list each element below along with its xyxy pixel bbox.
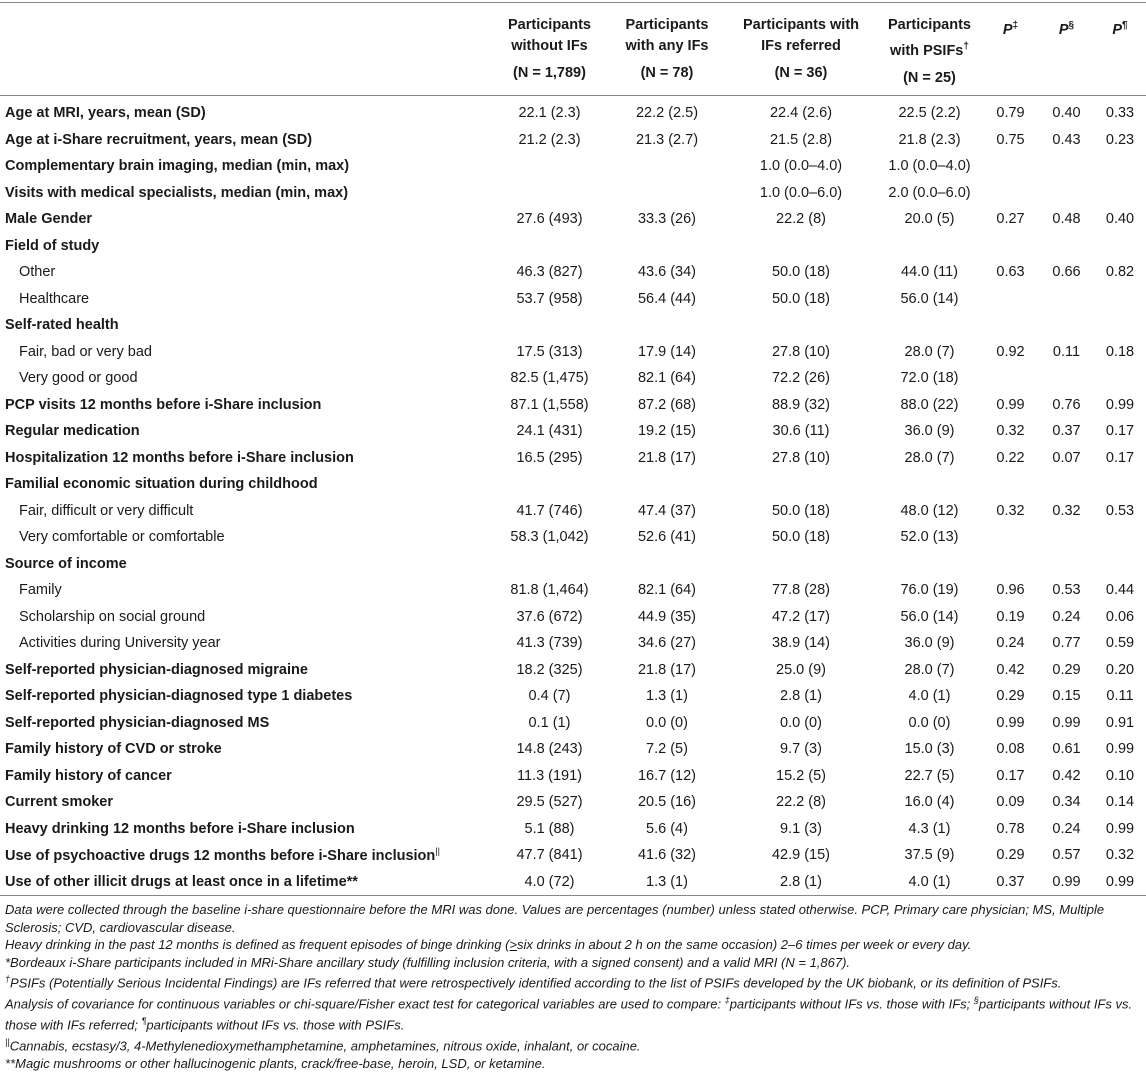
table-row <box>0 497 1146 524</box>
cell-ifs-referred: 50.0 (18) <box>771 529 831 546</box>
cell-any-ifs: 34.6 (27) <box>637 635 697 652</box>
cell-psifs: 88.0 (22) <box>900 396 959 413</box>
cell-psifs: 1.0 (0.0–4.0) <box>888 158 971 175</box>
row-label: Visits with medical specialists, median (min, max) <box>5 184 349 201</box>
row-label: Use of other illicit drugs at least once in a lifetime** <box>0 868 490 895</box>
footnote-asterisk: *Bordeaux i-Share participants included in MRi-Share ancillary study (fulfilling inclusion criteria, with a signed consent) and a valid MRI (N = 1,867). <box>5 954 851 970</box>
cell-without-ifs <box>490 312 609 339</box>
table-row <box>0 95 1146 126</box>
table-row <box>0 391 1146 418</box>
cell-p-value-3: 0.06 <box>1105 608 1135 625</box>
header-p-value-3: P¶ <box>1094 3 1146 96</box>
row-label: Complementary brain imaging, median (min, max) <box>5 158 350 175</box>
cell-any-ifs: 22.2 (2.5) <box>635 105 699 122</box>
cell-ifs-referred <box>725 312 877 339</box>
row-label: Current smoker <box>5 794 113 811</box>
cell-p-value-1 <box>982 550 1039 577</box>
cell-psifs: 72.0 (18) <box>900 370 959 387</box>
row-label: Familial economic situation during childhood <box>5 476 318 493</box>
table-row <box>0 153 1146 180</box>
cell-without-ifs: 16.5 (295) <box>516 449 583 466</box>
row-label: Very good or good <box>19 370 138 387</box>
cell-any-ifs: 43.6 (34) <box>637 264 697 281</box>
cell-ifs-referred: 22.4 (2.6) <box>769 105 833 122</box>
row-label: Age at i-Share recruitment, years, mean (SD) <box>5 131 313 148</box>
row-label: Male Gender <box>5 211 93 228</box>
cell-ifs-referred: 25.0 (9) <box>776 661 826 678</box>
table-row <box>0 550 1146 577</box>
table-row <box>0 524 1146 551</box>
cell-without-ifs: 0.1 (1) <box>528 714 571 731</box>
cell-p-value-2: 0.61 <box>1052 741 1081 758</box>
row-label: Age at MRI, years, mean (SD) <box>5 105 206 122</box>
table-row <box>0 365 1146 392</box>
cell-any-ifs: 17.9 (14) <box>637 343 697 360</box>
cell-p-value-3: 0.11 <box>1106 688 1134 705</box>
row-label: Regular medication <box>5 423 140 440</box>
cell-p-value-3 <box>1094 285 1146 312</box>
cell-p-value-1 <box>982 471 1039 498</box>
cell-p-value-1 <box>982 232 1039 259</box>
cell-p-value-1: 0.79 <box>996 105 1025 122</box>
cell-any-ifs: 20.5 (16) <box>637 794 697 811</box>
cell-psifs: 28.0 (7) <box>904 661 955 678</box>
header-col-psifs: Participants with PSIFs† (N = 25) <box>877 3 982 96</box>
cell-p-value-2: 0.48 <box>1052 211 1081 228</box>
row-label: Hospitalization 12 months before i-Share inclusion <box>5 449 354 466</box>
cell-any-ifs: 19.2 (15) <box>637 423 697 440</box>
cell-p-value-3: 0.99 <box>1105 820 1135 837</box>
footnote-psifs: †PSIFs (Potentially Serious Incidental Findings) are IFs referred that were retrospectively identified according to the list of PSIFs developed by the UK biobank, or its definition of PSIFs. <box>5 974 1062 991</box>
cell-p-value-1: 0.99 <box>996 714 1025 731</box>
cell-p-value-1 <box>982 524 1039 551</box>
cell-without-ifs: 41.7 (746) <box>516 502 583 519</box>
row-label: Healthcare <box>19 290 90 307</box>
cell-p-value-3: 0.23 <box>1105 131 1135 148</box>
cell-any-ifs: 5.6 (4) <box>646 820 688 837</box>
cell-ifs-referred: 9.7 (3) <box>780 741 822 758</box>
cell-any-ifs <box>609 232 725 259</box>
cell-p-value-3: 0.32 <box>1105 847 1135 864</box>
cell-any-ifs: 33.3 (26) <box>637 211 697 228</box>
cell-any-ifs: 52.6 (41) <box>637 529 697 546</box>
cell-p-value-2 <box>1039 471 1094 498</box>
table-row <box>0 630 1146 657</box>
table-row <box>0 206 1146 233</box>
cell-ifs-referred: 21.5 (2.8) <box>769 131 833 148</box>
cell-ifs-referred: 1.0 (0.0–6.0) <box>759 184 843 201</box>
cell-any-ifs: 7.2 (5) <box>646 741 688 758</box>
cell-ifs-referred: 1.0 (0.0–4.0) <box>759 158 843 175</box>
table-row <box>0 789 1146 816</box>
row-label: Source of income <box>5 555 127 572</box>
table-row <box>0 259 1146 286</box>
cell-p-value-2 <box>1039 232 1094 259</box>
row-label: PCP visits 12 months before i-Share inclusion <box>5 396 322 413</box>
cell-p-value-1: 0.27 <box>996 211 1025 228</box>
header-col-without-ifs: Participants without IFs (N = 1,789) <box>490 3 609 96</box>
cell-any-ifs: 44.9 (35) <box>637 608 697 625</box>
table-row <box>0 179 1146 206</box>
cell-psifs: 0.0 (0) <box>908 714 951 731</box>
cell-p-value-3 <box>1094 179 1146 206</box>
row-label: Scholarship on social ground <box>19 608 206 625</box>
cell-any-ifs: 0.0 (0) <box>646 714 688 731</box>
cell-p-value-2 <box>1039 179 1094 206</box>
cell-p-value-1 <box>982 179 1039 206</box>
header-p-value-1: P‡ <box>982 3 1039 96</box>
cell-any-ifs <box>609 550 725 577</box>
cell-without-ifs: 29.5 (527) <box>516 794 583 811</box>
cell-without-ifs: 4.0 (72) <box>490 868 609 895</box>
cell-p-value-3 <box>1094 365 1146 392</box>
cell-without-ifs <box>490 179 609 206</box>
cell-p-value-3: 0.99 <box>1094 868 1146 895</box>
cell-p-value-2 <box>1039 550 1094 577</box>
table-row <box>0 656 1146 683</box>
cell-p-value-3: 0.44 <box>1105 582 1135 599</box>
cell-any-ifs <box>609 153 725 180</box>
cell-p-value-1: 0.63 <box>996 264 1025 281</box>
cell-psifs: 22.7 (5) <box>904 767 955 784</box>
cell-p-value-1: 0.75 <box>996 131 1025 148</box>
cell-psifs: 44.0 (11) <box>901 264 958 281</box>
cell-ifs-referred: 50.0 (18) <box>771 502 831 519</box>
row-label: Fair, difficult or very difficult <box>19 502 194 519</box>
cell-without-ifs: 81.8 (1,464) <box>510 582 589 599</box>
cell-p-value-3: 0.17 <box>1105 449 1135 466</box>
cell-any-ifs: 41.6 (32) <box>637 847 697 864</box>
cell-without-ifs <box>490 232 609 259</box>
table-row <box>0 444 1146 471</box>
cell-p-value-3: 0.53 <box>1105 502 1135 519</box>
cell-ifs-referred: 50.0 (18) <box>771 290 831 307</box>
cell-without-ifs: 21.2 (2.3) <box>518 131 581 148</box>
cell-p-value-3: 0.17 <box>1105 423 1135 440</box>
cell-ifs-referred <box>725 232 877 259</box>
cell-p-value-3 <box>1094 153 1146 180</box>
cell-ifs-referred: 42.9 (15) <box>771 847 831 864</box>
cell-without-ifs: 18.2 (325) <box>516 661 583 678</box>
cell-any-ifs: 21.3 (2.7) <box>635 131 699 148</box>
footnote-illicit-drugs: **Magic mushrooms or other hallucinogenic plants, crack/free-base, heroin, LSD, or ketamine. <box>5 1056 546 1072</box>
cell-any-ifs: 21.8 (17) <box>637 661 697 678</box>
cell-p-value-2: 0.07 <box>1052 449 1081 466</box>
cell-p-value-2 <box>1039 153 1094 180</box>
cell-psifs: 48.0 (12) <box>900 502 959 519</box>
header-col-any-ifs: Participants with any IFs (N = 78) <box>609 3 725 96</box>
cell-p-value-3 <box>1094 232 1146 259</box>
cell-any-ifs: 56.4 (44) <box>637 290 697 307</box>
cell-p-value-2: 0.99 <box>1052 714 1081 731</box>
table-row <box>0 736 1146 763</box>
cell-psifs: 36.0 (9) <box>904 423 955 440</box>
cell-psifs: 28.0 (7) <box>904 343 955 360</box>
cell-ifs-referred: 88.9 (32) <box>771 396 831 413</box>
cell-p-value-3 <box>1094 471 1146 498</box>
table-row <box>0 577 1146 604</box>
cell-psifs <box>877 232 982 259</box>
row-label: Family history of CVD or stroke <box>5 741 222 758</box>
row-label: Activities during University year <box>19 635 221 652</box>
cell-psifs: 56.0 (14) <box>900 608 959 625</box>
cell-p-value-2: 0.24 <box>1052 820 1081 837</box>
cell-ifs-referred: 30.6 (11) <box>772 423 830 440</box>
cell-p-value-2: 0.57 <box>1052 847 1081 864</box>
cell-ifs-referred: 9.1 (3) <box>780 820 822 837</box>
cell-psifs: 22.5 (2.2) <box>898 105 961 122</box>
footnote-psychoactive-drugs: ||Cannabis, ecstasy/3, 4-Methylenedioxymethamphetamine, amphetamines, nitrous oxide, inhalant, or cocaine. <box>5 1037 641 1054</box>
row-label: Self-reported physician-diagnosed migraine <box>5 661 308 678</box>
cell-ifs-referred: 22.2 (8) <box>776 211 826 228</box>
table-row <box>0 418 1146 445</box>
cell-p-value-3 <box>1094 550 1146 577</box>
row-label: Self-reported physician-diagnosed type 1 diabetes <box>5 688 353 705</box>
cell-p-value-2 <box>1039 524 1094 551</box>
row-label: Use of psychoactive drugs 12 months before i-Share inclusion|| <box>5 846 440 864</box>
cell-without-ifs: 37.6 (672) <box>516 608 583 625</box>
cell-without-ifs: 24.1 (431) <box>516 423 583 440</box>
cell-psifs: 76.0 (19) <box>900 582 959 599</box>
cell-psifs: 2.0 (0.0–6.0) <box>888 184 971 201</box>
cell-ifs-referred: 77.8 (28) <box>771 582 831 599</box>
cell-p-value-1: 0.24 <box>996 635 1025 652</box>
cell-any-ifs: 82.1 (64) <box>637 370 697 387</box>
cell-p-value-3 <box>1094 524 1146 551</box>
cell-without-ifs: 0.4 (7) <box>528 688 571 705</box>
header-row <box>0 3 1146 96</box>
cell-p-value-3: 0.10 <box>1105 767 1135 784</box>
cell-psifs <box>877 312 982 339</box>
row-label: Family history of cancer <box>5 767 172 784</box>
row-label: Self-reported physician-diagnosed MS <box>5 714 270 731</box>
cell-p-value-3: 0.33 <box>1105 105 1135 122</box>
table-row <box>0 842 1146 869</box>
cell-without-ifs: 5.1 (88) <box>524 820 575 837</box>
table-row <box>0 126 1146 153</box>
cell-p-value-1: 0.08 <box>996 741 1025 758</box>
cell-without-ifs: 22.1 (2.3) <box>518 105 581 122</box>
cell-psifs <box>877 471 982 498</box>
cell-psifs: 20.0 (5) <box>904 211 955 228</box>
cell-psifs: 4.0 (1) <box>908 688 951 705</box>
cell-p-value-2: 0.42 <box>1052 767 1081 784</box>
cell-p-value-3 <box>1094 312 1146 339</box>
cell-p-value-1: 0.96 <box>996 582 1025 599</box>
table-body <box>0 95 1146 895</box>
cell-ifs-referred: 47.2 (17) <box>771 608 831 625</box>
cell-without-ifs: 87.1 (1,558) <box>510 396 589 413</box>
cell-without-ifs: 27.6 (493) <box>516 211 583 228</box>
cell-without-ifs <box>490 550 609 577</box>
cell-ifs-referred: 2.8 (1) <box>725 868 877 895</box>
cell-p-value-1 <box>982 312 1039 339</box>
cell-psifs: 4.0 (1) <box>877 868 982 895</box>
cell-p-value-2 <box>1039 365 1094 392</box>
cell-p-value-3: 0.40 <box>1105 211 1135 228</box>
cell-ifs-referred: 15.2 (5) <box>776 767 826 784</box>
cell-psifs: 15.0 (3) <box>904 741 955 758</box>
cell-psifs: 37.5 (9) <box>904 847 955 864</box>
cell-p-value-1: 0.32 <box>996 502 1025 519</box>
cell-p-value-1: 0.29 <box>996 847 1025 864</box>
table-row <box>0 709 1146 736</box>
cell-any-ifs: 47.4 (37) <box>637 502 697 519</box>
row-label: Heavy drinking 12 months before i-Share inclusion <box>5 820 355 837</box>
cell-p-value-1: 0.22 <box>996 449 1025 466</box>
cell-psifs <box>877 550 982 577</box>
cell-ifs-referred: 72.2 (26) <box>771 370 831 387</box>
cell-p-value-3: 0.20 <box>1105 661 1135 678</box>
table-row <box>0 338 1146 365</box>
header-p-value-2: P§ <box>1039 3 1094 96</box>
cell-p-value-3: 0.99 <box>1105 741 1135 758</box>
cell-ifs-referred: 2.8 (1) <box>780 688 822 705</box>
cell-p-value-3: 0.99 <box>1105 396 1135 413</box>
footnote-statistics: Analysis of covariance for continuous variables or chi-square/Fisher exact test for categorical variables are used to compare: ‡participants without IFs vs. those with IFs; §participants without IFs vs. those with IFs referred; ¶participants without IFs vs. those with PSIFs. <box>5 995 1133 1033</box>
cell-ifs-referred: 50.0 (18) <box>771 264 831 281</box>
cell-p-value-3: 0.18 <box>1105 343 1135 360</box>
cell-any-ifs: 82.1 (64) <box>637 582 697 599</box>
header-col-ifs-referred: Participants with IFs referred (N = 36) <box>725 3 877 96</box>
cell-p-value-1: 0.17 <box>996 767 1025 784</box>
cell-p-value-3: 0.14 <box>1105 794 1135 811</box>
table-row <box>0 312 1146 339</box>
cell-any-ifs: 1.3 (1) <box>646 688 688 705</box>
cell-any-ifs: 21.8 (17) <box>637 449 697 466</box>
row-label: Self-rated health <box>5 317 119 334</box>
cell-p-value-1 <box>982 153 1039 180</box>
cell-p-value-2: 0.66 <box>1052 264 1081 281</box>
cell-ifs-referred: 0.0 (0) <box>780 714 822 731</box>
row-label: Family <box>19 582 62 599</box>
cell-psifs: 36.0 (9) <box>904 635 955 652</box>
cell-p-value-1: 0.29 <box>996 688 1025 705</box>
cell-without-ifs: 82.5 (1,475) <box>510 370 589 387</box>
cell-p-value-3: 0.91 <box>1105 714 1135 731</box>
cell-psifs: 28.0 (7) <box>904 449 955 466</box>
cell-p-value-1: 0.32 <box>996 423 1025 440</box>
cell-psifs: 16.0 (4) <box>904 794 955 811</box>
cell-psifs: 4.3 (1) <box>908 820 951 837</box>
cell-psifs: 56.0 (14) <box>900 290 959 307</box>
cell-p-value-1: 0.92 <box>996 343 1025 360</box>
cell-p-value-2: 0.40 <box>1052 105 1081 122</box>
table-row <box>0 603 1146 630</box>
cell-any-ifs <box>609 179 725 206</box>
cell-p-value-2: 0.34 <box>1052 794 1081 811</box>
table-row <box>0 868 1146 895</box>
cell-ifs-referred <box>725 471 877 498</box>
cell-without-ifs: 11.3 (191) <box>516 767 583 784</box>
cell-p-value-3: 0.82 <box>1105 264 1135 281</box>
cell-p-value-1: 0.37 <box>982 868 1039 895</box>
table-row <box>0 815 1146 842</box>
cell-without-ifs: 58.3 (1,042) <box>510 529 589 546</box>
cell-ifs-referred: 27.8 (10) <box>771 343 831 360</box>
cell-ifs-referred: 22.2 (8) <box>776 794 826 811</box>
cell-p-value-1: 0.42 <box>996 661 1025 678</box>
row-label: Fair, bad or very bad <box>19 343 152 360</box>
footnote-heavy-drinking: Heavy drinking in the past 12 months is defined as frequent episodes of binge drinking (>six drinks in about 2 h on the same occasion) 2–6 times per week or every day. <box>5 937 972 953</box>
cell-p-value-2: 0.24 <box>1052 608 1081 625</box>
cell-p-value-1: 0.19 <box>996 608 1025 625</box>
cell-p-value-2: 0.43 <box>1052 131 1081 148</box>
cell-p-value-1: 0.09 <box>996 794 1025 811</box>
cell-without-ifs: 46.3 (827) <box>516 264 583 281</box>
cell-p-value-2: 0.11 <box>1052 343 1081 360</box>
cell-any-ifs: 16.7 (12) <box>637 767 697 784</box>
cell-p-value-1: 0.78 <box>996 820 1025 837</box>
cell-p-value-3: 0.59 <box>1105 635 1135 652</box>
cell-any-ifs: 87.2 (68) <box>637 396 697 413</box>
cell-without-ifs <box>490 471 609 498</box>
cell-p-value-2: 0.37 <box>1052 423 1081 440</box>
cell-p-value-2 <box>1039 312 1094 339</box>
cell-ifs-referred <box>725 550 877 577</box>
cell-any-ifs: 1.3 (1) <box>609 868 725 895</box>
row-label: Other <box>19 264 56 281</box>
cell-without-ifs: 17.5 (313) <box>516 343 583 360</box>
cell-p-value-2: 0.76 <box>1052 396 1081 413</box>
table-row <box>0 762 1146 789</box>
cell-psifs: 52.0 (13) <box>900 529 959 546</box>
cell-p-value-2: 0.99 <box>1039 868 1094 895</box>
table-row <box>0 232 1146 259</box>
cell-p-value-1 <box>982 285 1039 312</box>
cell-any-ifs <box>609 471 725 498</box>
cell-ifs-referred: 38.9 (14) <box>771 635 831 652</box>
table-row <box>0 683 1146 710</box>
cell-p-value-1: 0.99 <box>996 396 1025 413</box>
table-footnotes <box>5 901 1143 1073</box>
footnote-abbreviations: Data were collected through the baseline i-share questionnaire before the MRI was done. Values are percentages (number) unless stated otherwise. PCP, Primary care physician; MS, Multiple Sclerosis; CVD, cardiovascular disease. <box>5 902 1105 935</box>
header-label-cell <box>0 3 490 96</box>
cell-without-ifs: 14.8 (243) <box>516 741 583 758</box>
cell-any-ifs <box>609 312 725 339</box>
cell-p-value-1 <box>982 365 1039 392</box>
cell-without-ifs <box>490 153 609 180</box>
cell-without-ifs: 53.7 (958) <box>516 290 583 307</box>
characteristics-table <box>0 2 1146 896</box>
cell-p-value-2: 0.29 <box>1052 661 1081 678</box>
table-row <box>0 471 1146 498</box>
row-label: Field of study <box>5 237 100 254</box>
row-label: Very comfortable or comfortable <box>19 529 225 546</box>
cell-p-value-2 <box>1039 285 1094 312</box>
cell-without-ifs: 47.7 (841) <box>516 847 583 864</box>
cell-p-value-2: 0.53 <box>1052 582 1081 599</box>
cell-psifs: 21.8 (2.3) <box>898 131 961 148</box>
cell-p-value-2: 0.77 <box>1052 635 1081 652</box>
cell-p-value-2: 0.15 <box>1052 688 1081 705</box>
cell-ifs-referred: 27.8 (10) <box>771 449 831 466</box>
table-row <box>0 285 1146 312</box>
cell-without-ifs: 41.3 (739) <box>516 635 583 652</box>
cell-p-value-2: 0.32 <box>1052 502 1081 519</box>
